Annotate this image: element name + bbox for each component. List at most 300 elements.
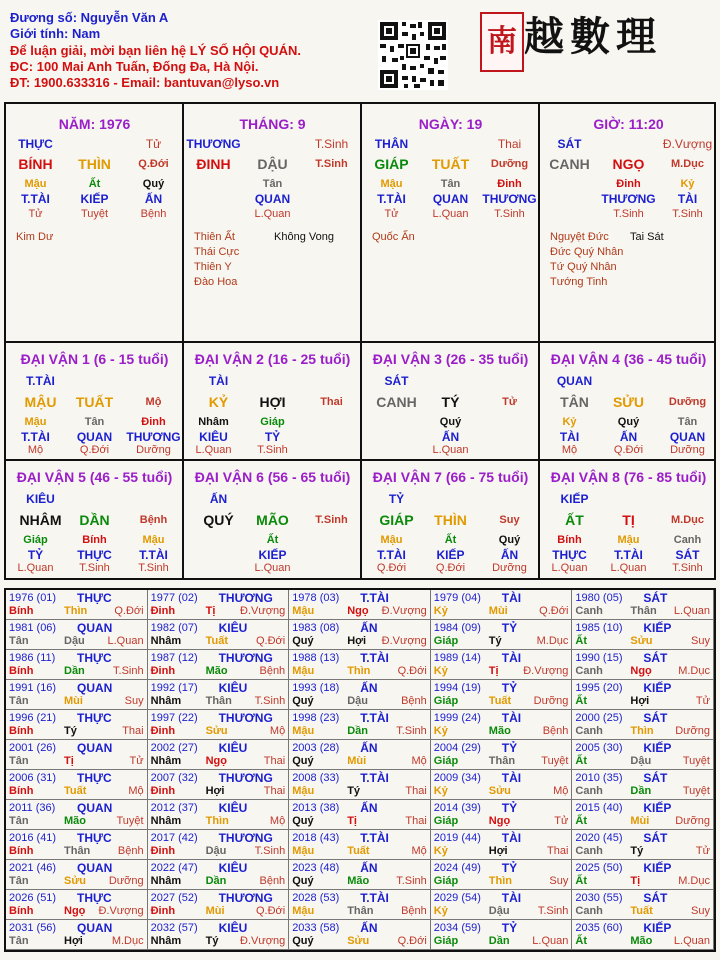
hidden-god: [6, 548, 183, 562]
dai-van-8: [540, 462, 717, 577]
year-stage: Suy: [691, 905, 710, 917]
star-list: [550, 230, 623, 290]
year-label: 2000 (25): [575, 712, 623, 724]
dai-van-1: [6, 344, 183, 459]
year-cell: [431, 890, 573, 920]
hidden-stage-cell: [184, 562, 242, 574]
year-stem: Tân: [9, 635, 29, 647]
hidden-stem-cell: Ất: [88, 178, 101, 190]
year-cell: [148, 890, 290, 920]
hidden-god-cell: [480, 430, 538, 444]
year-cell: [6, 830, 148, 860]
year-ten-god: THỰC: [77, 711, 112, 725]
pillar-title: THÁNG: 9: [239, 116, 306, 132]
year-ten-god: THƯƠNG: [218, 591, 273, 605]
hidden-stem: [184, 534, 361, 546]
hidden-stage-cell: T.Sinh: [257, 444, 288, 456]
year-branch: Sửu: [488, 785, 511, 797]
heavenly-stem: ĐINH: [196, 156, 231, 172]
year-branch: Mão: [630, 935, 653, 947]
year-stem: Đinh: [150, 845, 176, 857]
year-label: 2025 (50): [575, 862, 623, 874]
year-label: 1994 (19): [433, 682, 481, 694]
hidden-stem-cell: [184, 534, 242, 546]
yearly-luck-grid: [4, 588, 716, 952]
ten-god: THỰC: [18, 137, 53, 151]
heavenly-stem: NHÂM: [19, 512, 62, 528]
hidden-god-cell: TỶ: [27, 548, 44, 562]
year-branch: Tuất: [347, 845, 370, 857]
star-item: Đức Quý Nhân: [550, 246, 624, 258]
year-stem: Giáp: [433, 695, 459, 707]
year-label: 2016 (41): [9, 832, 57, 844]
contact-address: ĐC: 100 Mai Anh Tuấn, Đống Đa, Hà Nội.: [10, 58, 259, 74]
year-label: 2012 (37): [150, 802, 198, 814]
hidden-god: [184, 430, 361, 444]
year-cell: [431, 590, 573, 620]
year-cell: [6, 650, 148, 680]
year-stage: T.Sinh: [254, 845, 286, 857]
owner-info: [10, 10, 370, 91]
hidden-god: [362, 430, 539, 444]
hidden-stem-cell: Ất: [444, 534, 457, 546]
earthly-branch: TỊ: [622, 512, 635, 528]
year-stem: Mậu: [292, 905, 315, 917]
hidden-stage: [184, 444, 361, 456]
year-ten-god: KIÊU: [218, 741, 248, 755]
year-stem: Giáp: [433, 875, 459, 887]
year-cell: [431, 710, 573, 740]
earthly-branch: THÌN: [78, 156, 111, 172]
year-stage: Bệnh: [401, 905, 427, 917]
hidden-god: [540, 430, 717, 444]
year-label: 2032 (57): [150, 922, 198, 934]
year-ten-god: KIẾP: [643, 621, 672, 635]
ten-god: SÁT: [384, 374, 409, 388]
hidden-stage-cell: T.Sinh: [672, 208, 703, 220]
year-ten-god: SÁT: [643, 831, 668, 845]
year-stage: Tuyệt: [116, 815, 144, 827]
hidden-stem-cell: [302, 178, 360, 190]
hidden-stage-cell: T.Sinh: [613, 208, 644, 220]
year-stem: Quý: [292, 695, 314, 707]
year-stem: Nhâm: [150, 875, 182, 887]
hidden-stem-cell: Đinh: [141, 416, 166, 428]
year-stem: Nhâm: [150, 755, 182, 767]
year-cell: [431, 650, 573, 680]
year-ten-god: QUAN: [77, 861, 113, 875]
year-label: 2028 (53): [292, 892, 340, 904]
year-branch: Mão: [347, 875, 370, 887]
hidden-stem: [362, 534, 539, 546]
heavenly-stem: KỶ: [208, 394, 229, 410]
year-branch: Tý: [630, 845, 644, 857]
year-stage: T.Sinh: [254, 695, 286, 707]
earthly-branch: TUẤT: [431, 156, 470, 172]
star-list: [16, 230, 53, 245]
year-label: 1996 (21): [9, 712, 57, 724]
year-ten-god: ẤN: [360, 861, 378, 875]
year-stage: Tử: [129, 755, 144, 767]
year-cell: [289, 830, 431, 860]
year-ten-god: TÀI: [501, 591, 522, 605]
year-label: 2009 (34): [433, 772, 481, 784]
hidden-stage-cell: L.Quan: [432, 208, 469, 220]
year-stem: Bính: [9, 905, 34, 917]
year-ten-god: ẤN: [360, 741, 378, 755]
year-branch: Tý: [488, 635, 502, 647]
dai-van-3: [362, 344, 539, 459]
year-label: 2005 (30): [575, 742, 623, 754]
year-cell: [431, 800, 573, 830]
year-label: 2015 (40): [575, 802, 623, 814]
hidden-stem-cell: Đinh: [497, 178, 522, 190]
year-stem: Canh: [575, 605, 603, 617]
year-branch: Dậu: [347, 695, 368, 707]
hidden-stem-cell: Tân: [262, 178, 283, 190]
year-label: 2010 (35): [575, 772, 623, 784]
hidden-stem-cell: Mậu: [380, 534, 403, 546]
year-stage: Suy: [691, 635, 710, 647]
year-ten-god: T.TÀI: [360, 771, 389, 785]
hidden-god-cell: TỶ: [264, 430, 281, 444]
hidden-stage-cell: Tử: [384, 208, 399, 220]
hidden-god-cell: TÀI: [559, 430, 580, 444]
year-ten-god: TÀI: [501, 711, 522, 725]
hidden-stem: [184, 416, 361, 428]
ten-god: KIẾP: [560, 492, 589, 506]
year-stage: Thai: [546, 845, 569, 857]
year-stage: Mộ: [411, 845, 427, 857]
year-branch: Dậu: [630, 755, 652, 767]
year-stage: Tuyệt: [682, 785, 710, 797]
year-cell: [572, 800, 714, 830]
ten-god: KIÊU: [26, 492, 55, 506]
hidden-stem: [540, 178, 717, 190]
year-branch: Thân: [488, 755, 516, 767]
year-branch: Hợi: [488, 845, 508, 857]
dai-van-title: ĐẠI VẬN 6 (56 - 65 tuổi): [194, 469, 351, 485]
year-stem: Giáp: [433, 815, 459, 827]
ten-god: TỶ: [388, 492, 405, 506]
year-branch: Ngọ: [347, 605, 369, 617]
heavenly-stem: CANH: [549, 156, 590, 172]
year-branch: Thân: [347, 905, 374, 917]
year-label: 2026 (51): [9, 892, 57, 904]
ten-god: THƯƠNG: [186, 137, 241, 151]
hidden-stage-cell: Mộ: [561, 444, 578, 456]
earthly-branch: TUẤT: [75, 394, 114, 410]
year-branch: Thìn: [630, 725, 654, 737]
hidden-god-cell: T.TÀI: [377, 192, 406, 206]
year-stage: T.Sinh: [113, 665, 144, 677]
life-stage-top: Tử: [145, 137, 162, 151]
year-branch: Dậu: [205, 845, 227, 857]
year-stem: Canh: [575, 905, 603, 917]
year-cell: [289, 800, 431, 830]
year-stage: Bệnh: [117, 845, 144, 857]
year-label: 2017 (42): [150, 832, 198, 844]
ten-god: ẤN: [209, 492, 228, 506]
year-label: 1987 (12): [150, 652, 198, 664]
year-cell: [148, 590, 290, 620]
year-cell: [572, 920, 714, 950]
year-stage: T.Sinh: [396, 875, 427, 887]
year-stem: Mậu: [292, 845, 315, 857]
hidden-god-cell: ẤN: [441, 430, 460, 444]
year-branch: Tị: [488, 665, 499, 677]
year-stem: Nhâm: [150, 695, 182, 707]
life-stage-top: Thai: [497, 137, 522, 151]
earthly-branch: NGỌ: [612, 156, 645, 172]
hidden-god-cell: KIẾP: [436, 548, 465, 562]
year-ten-god: TỶ: [501, 921, 518, 935]
year-cell: [289, 920, 431, 950]
year-stage: Q.Đới: [539, 605, 569, 617]
hidden-stage-cell: Dưỡng: [492, 562, 527, 574]
hidden-stage-cell: L.Quan: [254, 208, 291, 220]
year-stage: Đ.Vượng: [381, 605, 427, 617]
pillar-4: [540, 104, 717, 340]
pillar-2: [184, 104, 361, 340]
year-cell: [572, 710, 714, 740]
year-stem: Quý: [292, 875, 314, 887]
year-cell: [148, 920, 290, 950]
year-stem: Quý: [292, 815, 314, 827]
year-ten-god: QUAN: [77, 621, 113, 635]
year-cell: [6, 680, 148, 710]
hidden-stem-cell: Quý: [439, 416, 462, 428]
year-branch: Ngọ: [205, 755, 227, 767]
year-cell: [572, 740, 714, 770]
owner-name: Đương số: Nguyễn Văn A: [10, 10, 169, 25]
year-branch: Mão: [205, 665, 228, 677]
ten-god: THÂN: [374, 137, 409, 151]
hidden-stage-cell: Q.Đới: [376, 562, 407, 574]
year-cell: [431, 740, 573, 770]
hidden-stage-cell: Q.Đới: [613, 444, 644, 456]
year-stem: Tân: [9, 875, 29, 887]
year-stem: Ất: [575, 935, 587, 947]
pillar-title: NĂM: 1976: [58, 116, 131, 132]
year-ten-god: T.TÀI: [360, 831, 389, 845]
dai-van-title: ĐẠI VẬN 5 (46 - 55 tuổi): [16, 469, 173, 485]
year-stage: Mộ: [269, 725, 286, 737]
star-item: Kim Dư: [16, 231, 54, 243]
year-branch: Dần: [488, 935, 510, 947]
hidden-god-cell: SÁT: [675, 548, 700, 562]
row-divider: [6, 459, 714, 461]
year-label: 2034 (59): [433, 922, 481, 934]
heavenly-stem: QUÝ: [203, 512, 234, 528]
year-cell: [6, 890, 148, 920]
year-cell: [431, 620, 573, 650]
year-stage: Bệnh: [401, 695, 427, 707]
life-stage: M.Dục: [671, 158, 704, 170]
year-label: 2002 (27): [150, 742, 198, 754]
life-stage: Q.Đới: [138, 158, 169, 170]
hidden-god-cell: QUAN: [76, 430, 113, 444]
hidden-stage-cell: L.Quan: [432, 444, 469, 456]
year-label: 2031 (56): [9, 922, 57, 934]
year-ten-god: ẤN: [360, 621, 378, 635]
earthly-branch: SỬU: [612, 394, 645, 410]
year-stem: Bính: [9, 725, 34, 737]
year-label: 1984 (09): [433, 622, 481, 634]
hidden-god-cell: T.TÀI: [377, 548, 406, 562]
hidden-stage: [184, 562, 361, 574]
year-cell: [148, 800, 290, 830]
year-label: 1979 (04): [433, 592, 481, 604]
year-label: 2019 (44): [433, 832, 481, 844]
year-ten-god: KIÊU: [218, 921, 248, 935]
star-item: Quốc Ấn: [372, 231, 415, 243]
dai-van-title: ĐẠI VẬN 7 (66 - 75 tuổi): [372, 469, 529, 485]
hidden-stem-cell: Quý: [617, 416, 640, 428]
year-label: 2030 (55): [575, 892, 623, 904]
hidden-stage-cell: [540, 208, 598, 220]
year-stage: Q.Đới: [397, 935, 427, 947]
year-ten-god: THƯƠNG: [218, 891, 273, 905]
year-cell: [148, 770, 290, 800]
year-stage: Dưỡng: [675, 815, 710, 827]
year-ten-god: KIÊU: [218, 861, 248, 875]
year-cell: [431, 860, 573, 890]
year-ten-god: QUAN: [77, 681, 113, 695]
year-stem: Kỷ: [433, 845, 448, 857]
year-ten-god: TỶ: [501, 681, 518, 695]
heavenly-stem: GIÁP: [374, 156, 409, 172]
hidden-god-cell: KIÊU: [199, 430, 228, 444]
hidden-stage: [184, 208, 361, 220]
hidden-stem-cell: Mậu: [617, 534, 640, 546]
life-stage: Dưỡng: [490, 158, 529, 170]
year-label: 2029 (54): [433, 892, 481, 904]
hidden-stem-cell: [302, 416, 360, 428]
hidden-god: [6, 430, 183, 444]
year-label: 2011 (36): [9, 802, 56, 814]
hidden-stage-cell: [302, 444, 360, 456]
year-stage: Mộ: [269, 815, 286, 827]
hidden-stage-cell: [302, 208, 360, 220]
star-item: Nguyệt Đức: [550, 231, 609, 243]
hidden-stem-cell: [184, 178, 242, 190]
year-label: 1976 (01): [9, 592, 57, 604]
year-label: 1992 (17): [150, 682, 198, 694]
year-cell: [148, 860, 290, 890]
hidden-god-cell: ẤN: [500, 548, 519, 562]
hidden-stage-cell: [184, 208, 242, 220]
year-branch: Tuất: [488, 695, 512, 707]
year-stage: Dưỡng: [108, 875, 144, 887]
year-stage: Thai: [122, 725, 144, 737]
year-stage: Đ.Vượng: [381, 635, 427, 647]
year-label: 2007 (32): [150, 772, 198, 784]
earthly-branch: TÝ: [441, 394, 460, 410]
hidden-stage-cell: Bệnh: [140, 208, 167, 220]
hidden-stage-cell: Tử: [28, 208, 43, 220]
ten-god: QUAN: [556, 374, 593, 388]
star-list: [194, 230, 239, 290]
hidden-stage-cell: [302, 562, 360, 574]
pillar-title: NGÀY: 19: [418, 116, 483, 132]
year-stage: M.Dục: [111, 935, 144, 947]
earthly-branch: DẦN: [79, 512, 110, 528]
year-branch: Thân: [630, 605, 657, 617]
year-stage: Q.Đới: [114, 605, 144, 617]
year-branch: Mão: [488, 725, 511, 737]
hidden-stage: [6, 444, 183, 456]
year-ten-god: ẤN: [360, 921, 378, 935]
hidden-stage: [540, 444, 717, 456]
ten-god: TÀI: [208, 374, 229, 388]
year-label: 1982 (07): [150, 622, 198, 634]
year-stage: Bệnh: [542, 725, 569, 737]
year-ten-god: THƯƠNG: [218, 831, 273, 845]
year-ten-god: KIÊU: [218, 801, 248, 815]
hidden-stem-cell: Mậu: [24, 416, 47, 428]
year-ten-god: TỶ: [501, 741, 518, 755]
year-branch: Mùi: [205, 905, 225, 917]
hidden-god-cell: THƯƠNG: [126, 430, 181, 444]
year-ten-god: ẤN: [360, 801, 378, 815]
hidden-god: [6, 192, 183, 206]
year-stage: Thai: [405, 785, 427, 797]
year-stem: Đinh: [150, 605, 176, 617]
year-stem: Kỷ: [433, 665, 448, 677]
owner-gender: Giới tính: Nam: [10, 26, 101, 42]
hidden-god-cell: [302, 548, 360, 562]
year-stem: Ất: [575, 875, 587, 887]
year-ten-god: T.TÀI: [360, 591, 389, 605]
hidden-god-cell: [302, 430, 360, 444]
year-stem: Ất: [575, 695, 587, 707]
hidden-stem-cell: Mậu: [380, 178, 403, 190]
year-branch: Tý: [347, 785, 361, 797]
year-branch: Mùi: [64, 695, 83, 707]
year-label: 2023 (48): [292, 862, 340, 874]
year-cell: [289, 680, 431, 710]
hidden-stem-cell: Bính: [82, 534, 107, 546]
year-branch: Hợi: [205, 785, 225, 797]
year-ten-god: KIẾP: [643, 861, 672, 875]
year-branch: Mùi: [630, 815, 650, 827]
year-stage: Dưỡng: [675, 725, 710, 737]
year-stem: Bính: [9, 845, 34, 857]
year-branch: Dậu: [488, 905, 510, 917]
year-cell: [572, 680, 714, 710]
year-ten-god: SÁT: [643, 591, 668, 605]
year-label: 1989 (14): [433, 652, 481, 664]
year-label: 1983 (08): [292, 622, 340, 634]
year-stage: Bệnh: [259, 665, 286, 677]
year-branch: Thìn: [64, 605, 88, 617]
hidden-god-cell: TÀI: [677, 192, 698, 206]
year-cell: [289, 710, 431, 740]
year-stage: M.Dục: [678, 875, 710, 887]
hidden-stem-cell: Quý: [498, 534, 521, 546]
hidden-stem-cell: Bính: [557, 534, 582, 546]
year-cell: [6, 860, 148, 890]
life-stage: Bệnh: [139, 514, 168, 526]
star-item: Tướng Tinh: [550, 276, 608, 288]
year-ten-god: THƯƠNG: [218, 711, 273, 725]
hidden-stem: [540, 534, 717, 546]
year-cell: [572, 620, 714, 650]
year-label: 2027 (52): [150, 892, 198, 904]
year-branch: Tị: [205, 605, 216, 617]
hidden-stage-cell: T.Sinh: [79, 562, 110, 574]
